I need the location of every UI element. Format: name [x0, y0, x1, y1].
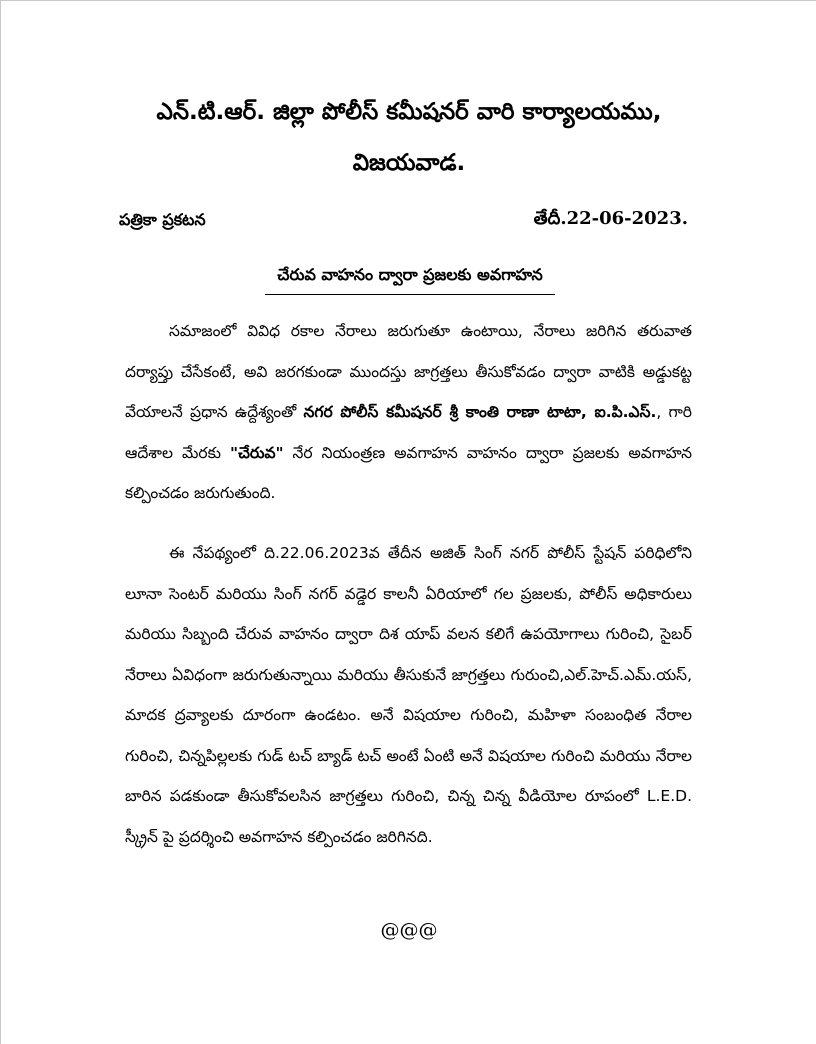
- paragraph-1-text-c: నేర నియంత్రణ అవగాహన వాహనం ద్వారా ప్రజలకు అవగాహన కల్పించడం జరుగుతుంది.: [125, 443, 692, 502]
- document-title-line1: ఎన్.టి.ఆర్. జిల్లా పోలీస్ కమీషనర్ వారి కార్యాలయము,: [156, 99, 662, 125]
- paragraph-1: [125, 311, 692, 514]
- document-title-line2: విజయవాడ.: [352, 150, 466, 176]
- paragraph-1-bold-cheruva: "చేరువ": [230, 443, 284, 462]
- ending-mark: @@@: [380, 919, 438, 941]
- document-date: తేదీ.22-06-2023.: [533, 208, 688, 229]
- press-release-label: పత్రికా ప్రకటన: [119, 210, 206, 229]
- paragraph-1-text-b: , గారి ఆదేశాల మేరకు: [125, 403, 692, 462]
- subject-heading: చేరువ వాహనం ద్వారా ప్రజలకు అవగాహన: [265, 265, 555, 295]
- paragraph-2: ఈ నేపథ్యంలో ది.22.06.2023వ తేదీన అజిత్ సింగ్ నగర్ పోలీస్ స్టేషన్ పరిధిలోని లూనా సెంటర్ మరియు సింగ్ నగర్ వడ్డెర కాలనీ ఏరియాలో గల ప్రజలకు, పోలీస్ అధికారులు మరియు సిబ్బంది చేరువ వాహనం ద్వారా దిశ యాప్ వలన కలిగే ఉపయోగాలు గురించి, సైబర్ నేరాలు ఏవిధంగా జరుగుతున్నాయి మరియు తీసుకునే జాగ్రత్తలు గురుంచి,ఎల్.హెచ్.ఎమ్.యస్, మాదక ద్రవ్యాలకు దూరంగా ఉండటం. అనే విషయాల గురించి, మహిళా సంబంధిత నేరాల గురించి, చిన్నపిల్లలకు గుడ్ టచ్ బ్యాడ్ టచ్ అంటే ఏంటి అనే విషయాల గురించి మరియు నేరాల బారిన పడకుండా తీసుకోవలసిన జాగ్రత్తలు గురించి, చిన్న చిన్న వీడియోల రూపంలో L.E.D. స్క్రీన్ పై ప్రదర్శించి అవగాహన కల్పించడం జరిగినది.: [125, 544, 692, 846]
- paragraph-1-bold-commissioner: నగర పోలీస్ కమీషనర్ శ్రీ కాంతి రాణా టాటా, ఐ.పి.ఎస్.: [303, 403, 657, 421]
- paragraph-1-text-a: సమాజంలో వివిధ రకాల నేరాలు జరుగుతూ ఉంటాయి, నేరాలు జరిగిన తరువాత దర్యాప్తు చేసేకంటే, అవి జరగకుండా ముందస్తు జాగ్రత్తలు తీసుకోవడం ద్వారా వాటికి అడ్డుకట్ట వేయాలనే ప్రధాన ఉద్దేశ్యంతో: [125, 322, 692, 421]
